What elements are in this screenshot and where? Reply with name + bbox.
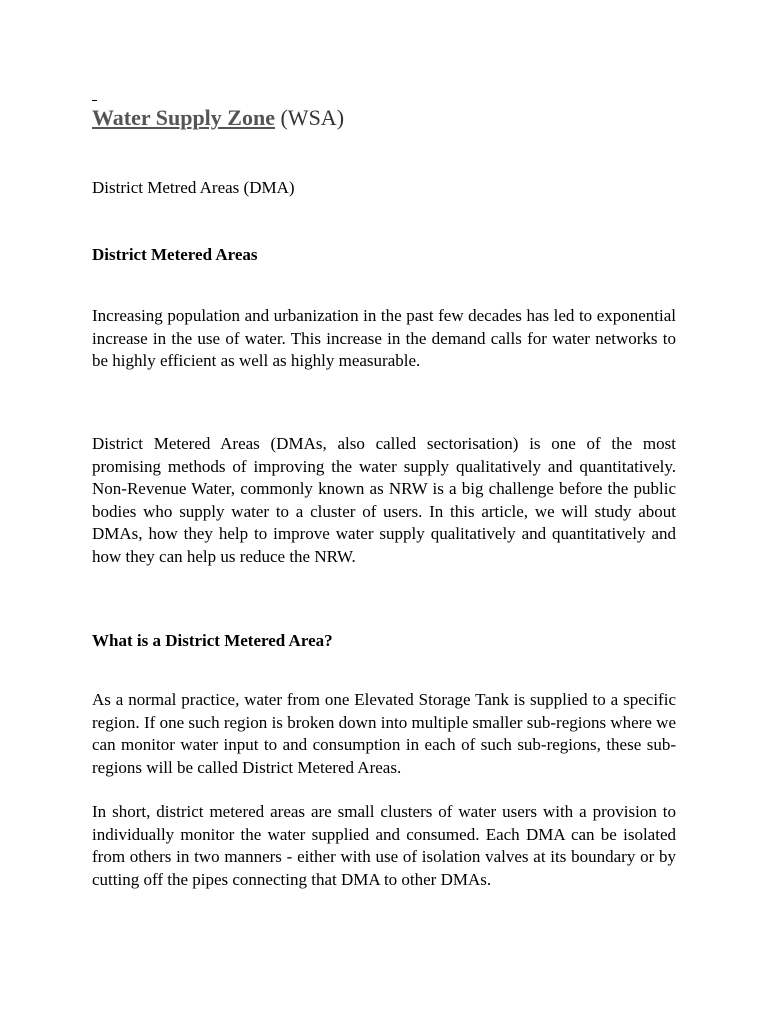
document-subtitle: District Metred Areas (DMA): [92, 178, 295, 197]
document-title: [92, 104, 344, 132]
title-link[interactable]: Water Supply Zone: [92, 105, 275, 130]
paragraph-in-short: In short, district metered areas are small clusters of water users with a provision to individually monitor the water supplied and consumed. Each DMA can be isolated from others in two manners - either with use of isolation valves at its boundary or by cutting off the pipes connecting that DMA to other DMAs.: [92, 802, 676, 889]
section-heading-dma: District Metered Areas: [92, 245, 258, 264]
text-cursor: [92, 100, 97, 101]
paragraph-intro: Increasing population and urbanization in the past few decades has led to exponential increase in the use of water. This increase in the demand calls for water networks to be highly efficient as well as highly measurable.: [92, 306, 676, 370]
title-suffix: (WSA): [280, 105, 345, 130]
paragraph-normal-practice: As a normal practice, water from one Elevated Storage Tank is supplied to a specific region. If one such region is broken down into multiple smaller sub-regions where we can monitor water input to and consumption in each of such sub-regions, these sub-regions will be called District Metered Areas.: [92, 690, 676, 777]
paragraph-dma-overview: District Metered Areas (DMAs, also called sectorisation) is one of the most promising methods of improving the water supply qualitatively and quantitatively. Non-Revenue Water, commonly known as NRW is a big challenge before the public bodies who supply water to a cluster of users. In this article, we will study about DMAs, how they help to improve water supply qualitatively and quantitatively and how they can help us reduce the NRW.: [92, 434, 676, 566]
section-heading-what-is-dma: What is a District Metered Area?: [92, 631, 333, 650]
